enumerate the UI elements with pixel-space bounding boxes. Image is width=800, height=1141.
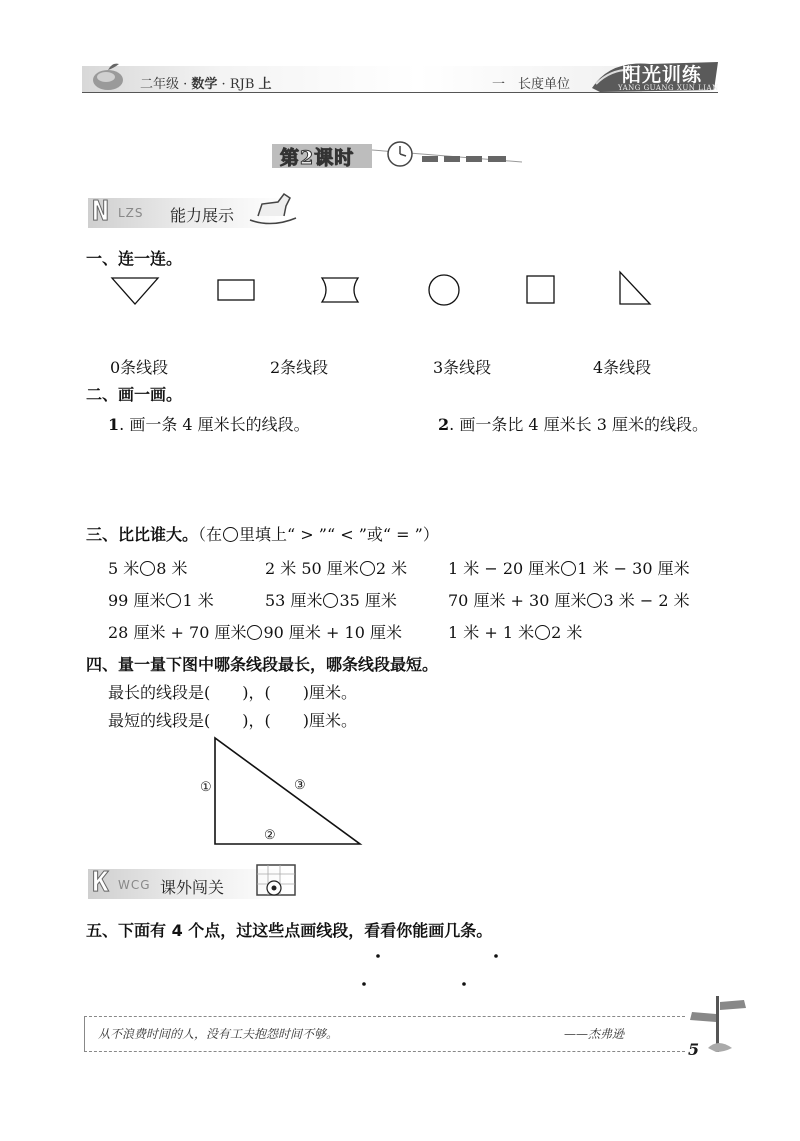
rocking-horse-icon xyxy=(244,190,300,226)
rectangle-shape xyxy=(218,280,254,300)
section-letter: N xyxy=(92,194,109,227)
answer-circle[interactable] xyxy=(247,625,262,640)
compare-item: 99 厘米 1 米 xyxy=(108,591,214,610)
brand-title: 阳光训练 xyxy=(622,64,703,86)
footer-author: ——杰弗逊 xyxy=(564,1027,625,1041)
right-triangle-figure xyxy=(190,734,370,852)
q2-item-1: 1. 画一条 4 厘米长的线段。 xyxy=(108,415,310,434)
longest-answer-line: 最长的线段是( )，( )厘米。 xyxy=(108,683,357,702)
q1-label-2: 3条线段 xyxy=(433,358,492,377)
q2-item-2: 2. 画一条比 4 厘米长 3 厘米的线段。 xyxy=(438,415,709,434)
compare-item: 5 米 8 米 xyxy=(108,559,188,578)
answer-circle[interactable] xyxy=(587,593,602,608)
segment-2-label: ② xyxy=(264,828,276,843)
answer-circle[interactable] xyxy=(535,625,550,640)
section-title: 能力展示 xyxy=(170,206,235,225)
page-number: 5 xyxy=(688,1040,700,1059)
compare-item: 70 厘米 + 30 厘米 3 米 − 2 米 xyxy=(448,591,690,610)
answer-circle[interactable] xyxy=(360,561,375,576)
answer-circle[interactable] xyxy=(323,593,338,608)
compare-item: 53 厘米 35 厘米 xyxy=(265,591,397,610)
section-title: 课外闯关 xyxy=(160,878,225,897)
unit-title: 一 长度单位 xyxy=(492,77,571,92)
book-info: 二年级 · 数学 · RJB 上 xyxy=(140,77,272,92)
answer-circle[interactable] xyxy=(140,561,155,576)
segment-3-label: ③ xyxy=(294,778,306,793)
compare-item: 1 米 − 20 厘米 1 米 − 30 厘米 xyxy=(448,559,690,578)
concave-shape xyxy=(322,278,358,302)
q1-label-1: 2条线段 xyxy=(270,358,329,377)
section-code: WCG xyxy=(118,878,151,892)
right-triangle-shape xyxy=(620,272,650,304)
question-1-heading: 一、连一连。 xyxy=(86,249,183,268)
lesson-title: 第2课时 xyxy=(280,147,355,169)
blank-circle-icon xyxy=(223,527,238,542)
segment-1-label: ① xyxy=(200,780,212,795)
question-3-heading: 三、比比谁大。（在 里填上“ > ”“ < ”或“ = ”） xyxy=(86,525,439,544)
q1-shapes xyxy=(100,268,680,318)
compare-item: 2 米 50 厘米 2 米 xyxy=(265,559,408,578)
apple-logo-icon xyxy=(86,58,132,94)
brand-subtitle: YANG GUANG XUN LIAN xyxy=(618,84,719,92)
footer-quote: 从不浪费时间的人，没有工夫抱怨时间不够。 xyxy=(98,1027,339,1041)
question-2-heading: 二、画一画。 xyxy=(86,385,183,404)
circle-shape xyxy=(429,275,459,305)
inverted-triangle-shape xyxy=(112,278,158,304)
q1-label-3: 4条线段 xyxy=(593,358,652,377)
question-5-heading: 五、下面有 4 个点，过这些点画线段，看看你能画几条。 xyxy=(86,921,493,940)
section-code: LZS xyxy=(118,206,144,220)
soccer-goal-icon xyxy=(254,862,300,900)
compare-item: 28 厘米 + 70 厘米 90 厘米 + 10 厘米 xyxy=(108,623,402,642)
answer-circle[interactable] xyxy=(166,593,181,608)
compare-item: 1 米 + 1 米 2 米 xyxy=(448,623,583,642)
q1-label-0: 0条线段 xyxy=(110,358,169,377)
square-shape xyxy=(527,276,554,303)
four-points-figure xyxy=(350,950,510,990)
question-4-heading: 四、量一量下图中哪条线段最长，哪条线段最短。 xyxy=(86,655,439,674)
answer-circle[interactable] xyxy=(561,561,576,576)
section-letter: K xyxy=(92,865,109,898)
shortest-answer-line: 最短的线段是( )，( )厘米。 xyxy=(108,711,357,730)
